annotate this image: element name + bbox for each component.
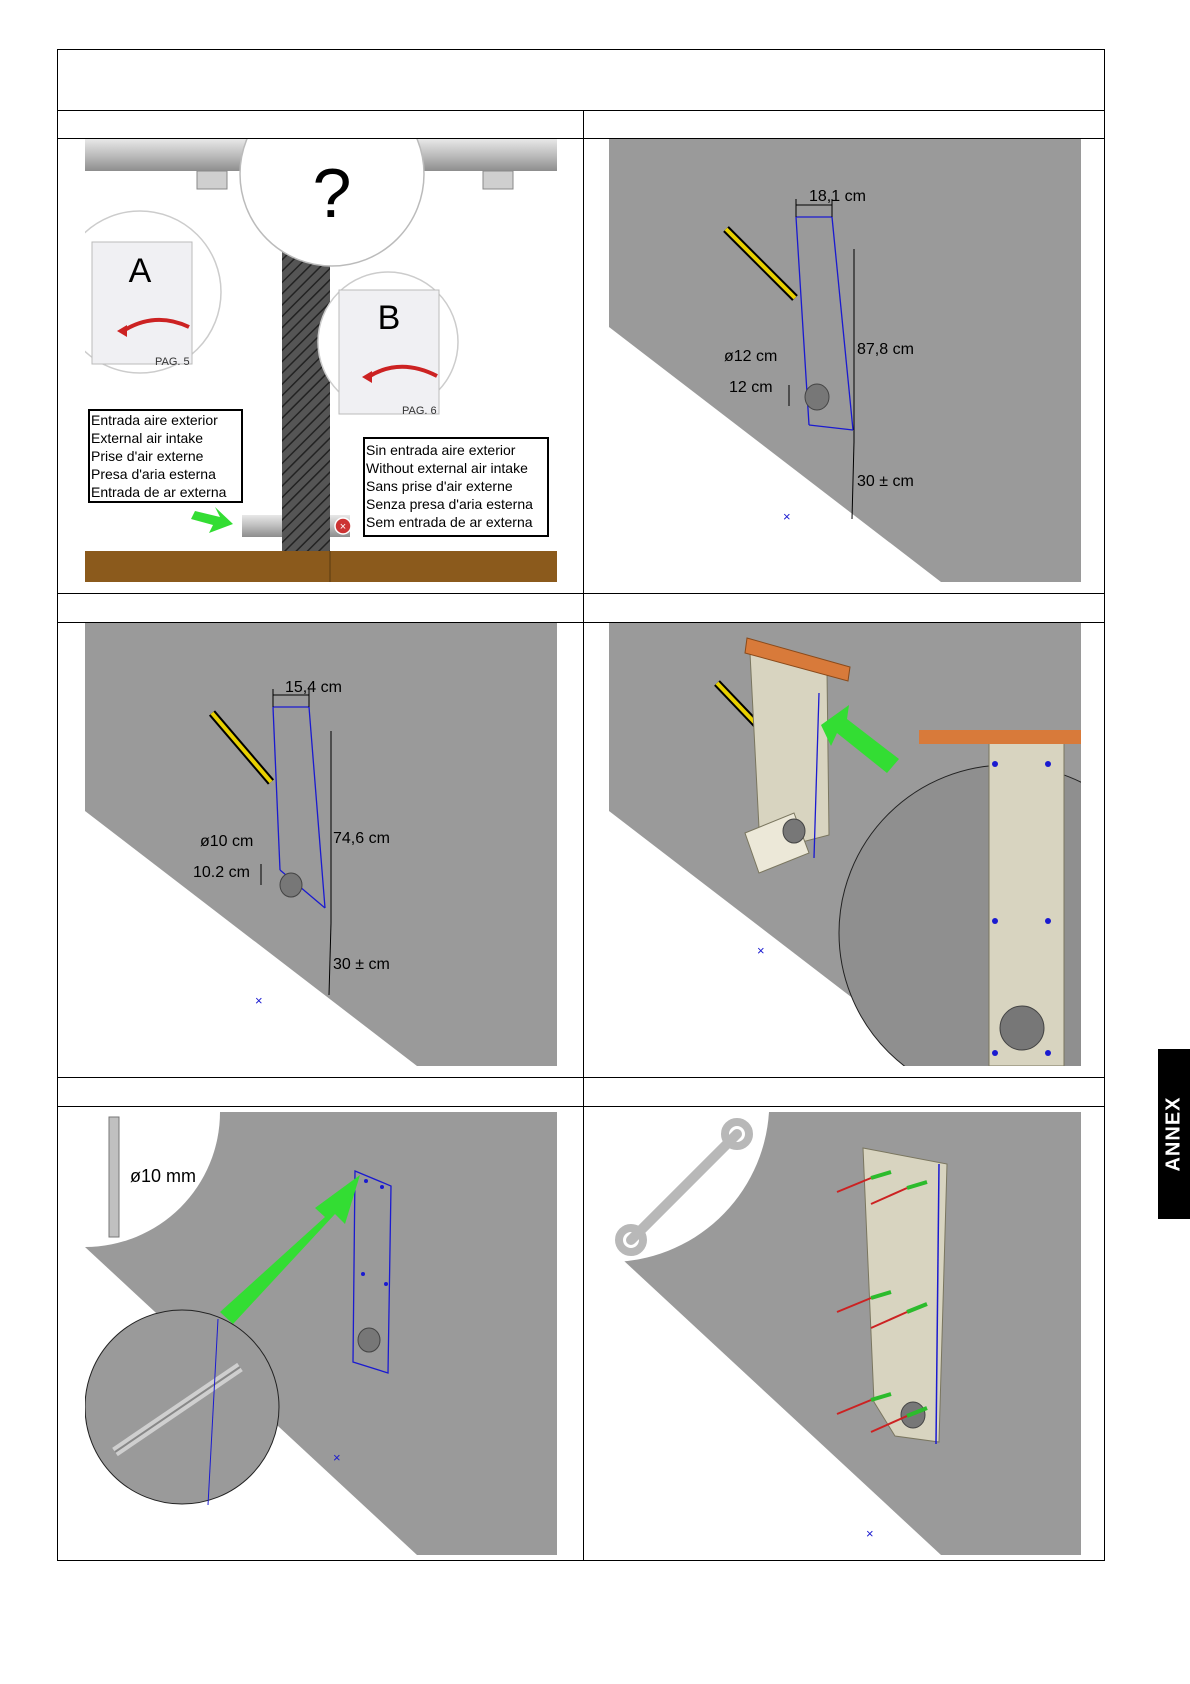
option-b-page-ref: PAG. 6 [402,405,437,417]
panel-template-dimensions-b [85,623,557,1066]
panel-drill-holes [85,1112,557,1555]
green-arrow-icon [191,507,233,533]
intake-pipe [242,515,282,537]
width-dimension: 15,4 cm [285,679,342,696]
height-dimension: 87,8 cm [857,341,914,358]
wall-surface [609,139,1081,582]
no-intake-label-box [364,438,548,536]
column-divider [583,110,584,1561]
annex-label: ANNEX [1162,1096,1185,1172]
annex-side-tab [1158,1049,1190,1219]
wall-section [282,239,330,552]
panel-screw-bracket [609,1112,1081,1555]
floor [85,551,557,582]
row2-top-divider [57,593,1105,594]
question-mark: ? [312,154,352,232]
floor-mark: × [757,943,765,958]
svg-text:Prise d'air externe: Prise d'air externe [91,448,204,464]
duct-outlet-right [483,171,513,189]
svg-text:×: × [339,521,347,533]
svg-text:Without external air intake: Without external air intake [366,460,528,476]
svg-text:Presa d'aria esterna: Presa d'aria esterna [91,466,216,482]
floor-mark: × [333,1450,341,1465]
drill-size-label: ø10 mm [130,1166,197,1186]
panel-template-dimensions-a [609,139,1081,582]
svg-text:Sem entrada de ar externa: Sem entrada de ar externa [366,514,533,530]
svg-text:Entrada aire exterior: Entrada aire exterior [91,412,218,428]
duct-outlet-left [197,171,227,189]
floor-mark: × [866,1526,874,1541]
duct-hole [280,873,302,897]
duct-hole [805,384,829,410]
svg-text:Sin entrada aire exterior: Sin entrada aire exterior [366,442,516,458]
floor-dimension: 30 ± cm [333,956,390,973]
floor-dimension: 30 ± cm [857,473,914,490]
floor-mark: × [783,509,791,524]
width-dimension: 18,1 cm [809,188,866,205]
svg-text:Entrada de ar externa: Entrada de ar externa [91,484,227,500]
option-a-letter: A [128,252,152,290]
svg-text:Senza presa d'aria esterna: Senza presa d'aria esterna [366,496,533,512]
panel-level-bracket [609,623,1081,1066]
row3-top-divider [57,1077,1105,1078]
option-a-page-ref: PAG. 5 [155,356,190,368]
svg-text:External air intake: External air intake [91,430,204,446]
drill-bit-icon [109,1117,119,1237]
row3-caption-divider [57,1106,1105,1107]
diameter-dimension: ø10 cm [200,833,254,850]
header-divider [57,110,1105,111]
floor-mark: × [255,993,263,1008]
option-b-letter: B [377,299,401,337]
height-dimension: 74,6 cm [333,830,390,847]
offset-dimension: 10.2 cm [193,864,250,881]
intake-label-box [89,410,242,502]
svg-text:Sans prise d'air externe: Sans prise d'air externe [366,478,513,494]
diameter-dimension: ø12 cm [724,348,778,365]
offset-dimension: 12 cm [729,379,773,396]
panel-intake-choice [85,139,557,582]
